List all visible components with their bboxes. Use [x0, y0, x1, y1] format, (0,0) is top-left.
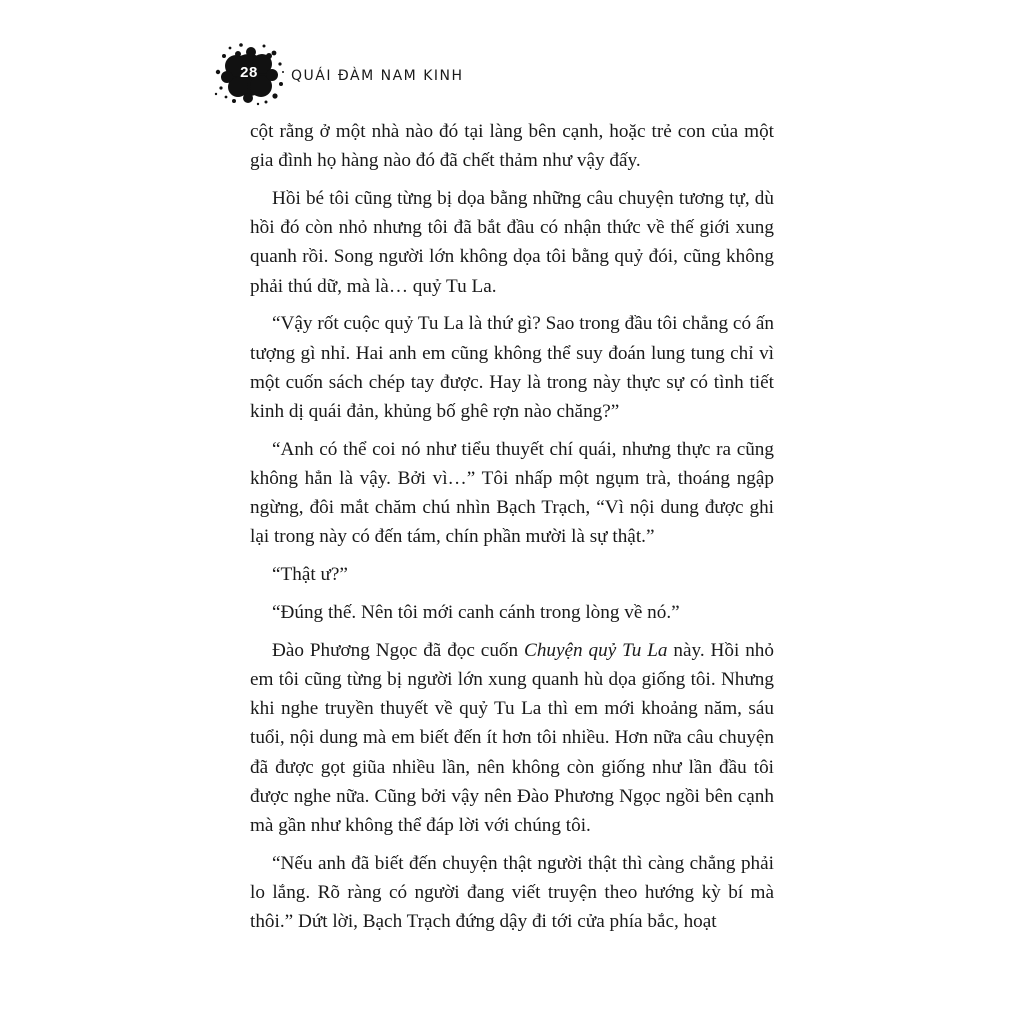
page-number: 28: [240, 64, 258, 81]
paragraph: “Vậy rốt cuộc quỷ Tu La là thứ gì? Sao trong đầu tôi chẳng có ấn tượng gì nhỉ. Hai anh em cũng không thể suy đoán lung tung chỉ vì một cuốn sách chép tay được. Hay là trong này thực sự có tình tiết kinh dị quái đản, khủng bố ghê rợn nào chăng?”: [250, 313, 774, 423]
paragraph: Hồi bé tôi cũng từng bị dọa bằng những câu chuyện tương tự, dù hồi đó còn nhỏ nhưng tôi đã bắt đầu có nhận thức về thế giới xung quanh rồi. Song người lớn không dọa tôi bằng quỷ đói, cũng không phải thú dữ, mà là… quỷ Tu La.: [250, 188, 774, 297]
paragraph: cột rằng ở một nhà nào đó tại làng bên cạnh, hoặc trẻ con của một gia đình họ hàng nào đó đã chết thảm như vậy đấy.: [250, 121, 774, 172]
paragraph: “Anh có thể coi nó như tiểu thuyết chí quái, nhưng thực ra cũng không hẳn là vậy. Bởi vì…” Tôi nhấp một ngụm trà, thoáng ngập ngừng, đôi mắt chăm chú nhìn Bạch Trạch, “Vì nội dung được ghi lại trong này có đến tám, chín phần mười là sự thật.”: [250, 438, 774, 548]
paragraph-text: này. Hồi nhỏ em tôi cũng từng bị người lớn xung quanh hù dọa giống tôi. Nhưng khi nghe truyền thuyết về quỷ Tu La thì em mới khoảng năm, sáu tuổi, nội dung mà em biết đến ít hơn tôi nhiều. Hơn nữa câu chuyện đã được gọt giũa nhiều lần, nên không còn giống như lần đầu tôi được nghe nữa. Cũng bởi vậy nên Đào Phương Ngọc ngồi bên cạnh mà gần như không thể đáp lời với chúng tôi.: [250, 639, 774, 837]
paragraph: “Thật ư?”: [272, 564, 348, 586]
page-header: [214, 42, 774, 112]
book-title: Chuyện quỷ Tu La: [524, 639, 668, 661]
paragraph: [250, 636, 774, 840]
running-title: QUÁI ĐÀM NAM KINH: [291, 68, 464, 84]
paragraph: “Nếu anh đã biết đến chuyện thật người thật thì càng chẳng phải lo lắng. Rõ ràng có người đang viết truyện theo hướng kỳ bí mà thôi.” Dứt lời, Bạch Trạch đứng dậy đi tới cửa phía bắc, hoạt: [250, 852, 774, 933]
paragraph-text: Đào Phương Ngọc đã đọc cuốn: [272, 639, 525, 661]
body-text: [250, 117, 774, 936]
paragraph: “Đúng thế. Nên tôi mới canh cánh trong lòng về nó.”: [272, 602, 680, 624]
